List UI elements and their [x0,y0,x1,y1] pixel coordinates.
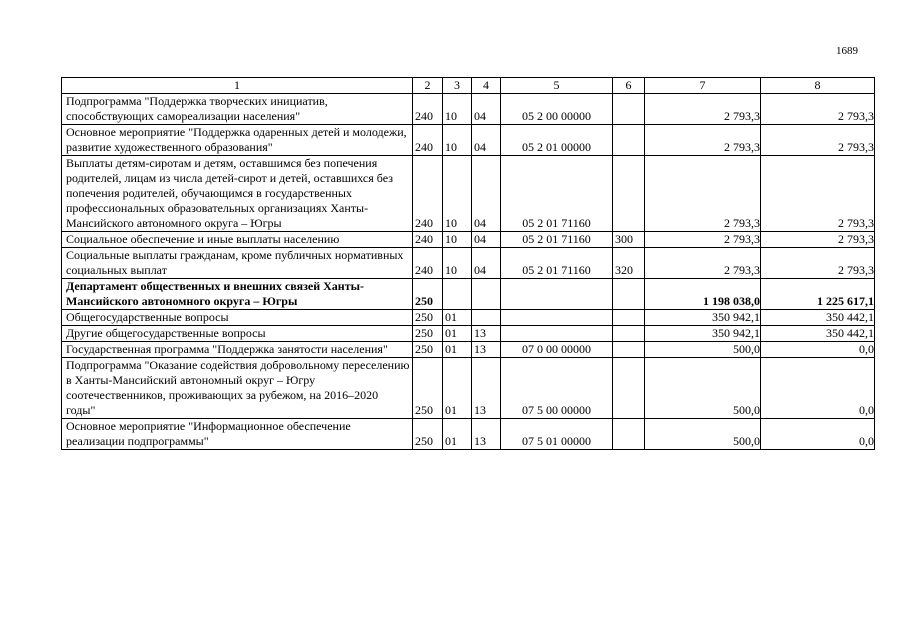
section-code-cell [443,279,472,310]
header-cell: 2 [413,78,443,94]
subsection-code-cell: 04 [472,248,501,279]
expense-type-cell [613,94,645,125]
table-row [62,94,875,125]
subsection-code-cell: 04 [472,94,501,125]
amount-year1-cell: 2 793,3 [645,156,761,232]
table-row [62,310,875,326]
row-name-cell: Основное мероприятие "Поддержка одаренных детей и молодежи, развитие художественного образования" [62,125,413,156]
ministry-code-cell: 250 [413,419,443,450]
row-name-cell: Социальные выплаты гражданам, кроме публичных нормативных социальных выплат [62,248,413,279]
section-code-cell: 10 [443,125,472,156]
ministry-code-cell: 240 [413,125,443,156]
target-article-cell: 07 5 01 00000 [501,419,613,450]
ministry-code-cell: 240 [413,94,443,125]
subsection-code-cell: 04 [472,125,501,156]
amount-year1-cell: 500,0 [645,358,761,419]
ministry-code-cell: 250 [413,342,443,358]
expense-type-cell [613,358,645,419]
section-code-cell: 10 [443,248,472,279]
ministry-code-cell: 240 [413,248,443,279]
target-article-cell: 05 2 00 00000 [501,94,613,125]
row-name-cell: Государственная программа "Поддержка занятости населения" [62,342,413,358]
section-code-cell: 01 [443,310,472,326]
table-row [62,232,875,248]
amount-year2-cell: 2 793,3 [761,232,875,248]
section-code-cell: 10 [443,232,472,248]
amount-year2-cell: 350 442,1 [761,310,875,326]
target-article-cell: 05 2 01 71160 [501,156,613,232]
amount-year1-cell: 2 793,3 [645,125,761,156]
table-row [62,342,875,358]
subsection-code-cell: 04 [472,232,501,248]
section-code-cell: 01 [443,419,472,450]
amount-year2-cell: 2 793,3 [761,156,875,232]
table-row [62,248,875,279]
amount-year1-cell: 2 793,3 [645,94,761,125]
subsection-code-cell: 13 [472,342,501,358]
row-name-cell: Подпрограмма "Поддержка творческих инициатив, способствующих самореализации населения" [62,94,413,125]
ministry-code-cell: 250 [413,310,443,326]
target-article-cell: 05 2 01 71160 [501,232,613,248]
amount-year2-cell: 350 442,1 [761,326,875,342]
page-number: 1689 [836,45,858,57]
subsection-code-cell: 04 [472,156,501,232]
header-row [62,78,875,94]
table-row [62,125,875,156]
amount-year2-cell: 2 793,3 [761,248,875,279]
subsection-code-cell [472,279,501,310]
target-article-cell: 07 5 00 00000 [501,358,613,419]
amount-year1-cell: 2 793,3 [645,248,761,279]
header-cell: 1 [62,78,413,94]
amount-year1-cell: 500,0 [645,419,761,450]
section-code-cell: 01 [443,342,472,358]
amount-year2-cell: 0,0 [761,358,875,419]
amount-year1-cell: 2 793,3 [645,232,761,248]
expense-type-cell [613,419,645,450]
target-article-cell: 07 0 00 00000 [501,342,613,358]
header-cell: 4 [472,78,501,94]
target-article-cell [501,326,613,342]
header-cell: 8 [761,78,875,94]
table-row [62,156,875,232]
row-name-cell: Социальное обеспечение и иные выплаты населению [62,232,413,248]
section-code-cell: 10 [443,156,472,232]
amount-year2-cell: 0,0 [761,342,875,358]
budget-table [61,77,875,450]
amount-year1-cell: 500,0 [645,342,761,358]
subsection-code-cell: 13 [472,326,501,342]
row-name-cell: Общегосударственные вопросы [62,310,413,326]
expense-type-cell [613,310,645,326]
amount-year1-cell: 350 942,1 [645,310,761,326]
expense-type-cell [613,279,645,310]
expense-type-cell [613,342,645,358]
section-code-cell: 01 [443,358,472,419]
expense-type-cell: 300 [613,232,645,248]
ministry-code-cell: 240 [413,232,443,248]
target-article-cell [501,279,613,310]
section-code-cell: 10 [443,94,472,125]
expense-type-cell: 320 [613,248,645,279]
table-row [62,279,875,310]
ministry-code-cell: 250 [413,279,443,310]
target-article-cell: 05 2 01 71160 [501,248,613,279]
ministry-code-cell: 250 [413,358,443,419]
ministry-code-cell: 240 [413,156,443,232]
amount-year2-cell: 0,0 [761,419,875,450]
row-name-cell: Основное мероприятие "Информационное обеспечение реализации подпрограммы" [62,419,413,450]
row-name-cell: Подпрограмма "Оказание содействия добровольному переселению в Ханты-Мансийский автономный округ – Югру соотечественников, проживающих за рубежом, на 2016–2020 годы" [62,358,413,419]
amount-year2-cell: 2 793,3 [761,94,875,125]
expense-type-cell [613,156,645,232]
header-cell: 7 [645,78,761,94]
section-code-cell: 01 [443,326,472,342]
amount-year1-cell: 350 942,1 [645,326,761,342]
row-name-cell: Другие общегосударственные вопросы [62,326,413,342]
expense-type-cell [613,326,645,342]
amount-year2-cell: 1 225 617,1 [761,279,875,310]
subsection-code-cell: 13 [472,419,501,450]
amount-year1-cell: 1 198 038,0 [645,279,761,310]
target-article-cell: 05 2 01 00000 [501,125,613,156]
target-article-cell [501,310,613,326]
header-cell: 3 [443,78,472,94]
table-row [62,419,875,450]
expense-type-cell [613,125,645,156]
table-row [62,358,875,419]
row-name-cell: Департамент общественных и внешних связей Ханты-Мансийского автономного округа – Югры [62,279,413,310]
row-name-cell: Выплаты детям-сиротам и детям, оставшимся без попечения родителей, лицам из числа детей-сирот и детей, оставшихся без попечения родителей, обучающимся в государственных профессиональных образовательных организациях Ханты-Мансийского автономного округа – Югры [62,156,413,232]
ministry-code-cell: 250 [413,326,443,342]
table-row [62,326,875,342]
header-cell: 6 [613,78,645,94]
header-cell: 5 [501,78,613,94]
amount-year2-cell: 2 793,3 [761,125,875,156]
subsection-code-cell: 13 [472,358,501,419]
subsection-code-cell [472,310,501,326]
